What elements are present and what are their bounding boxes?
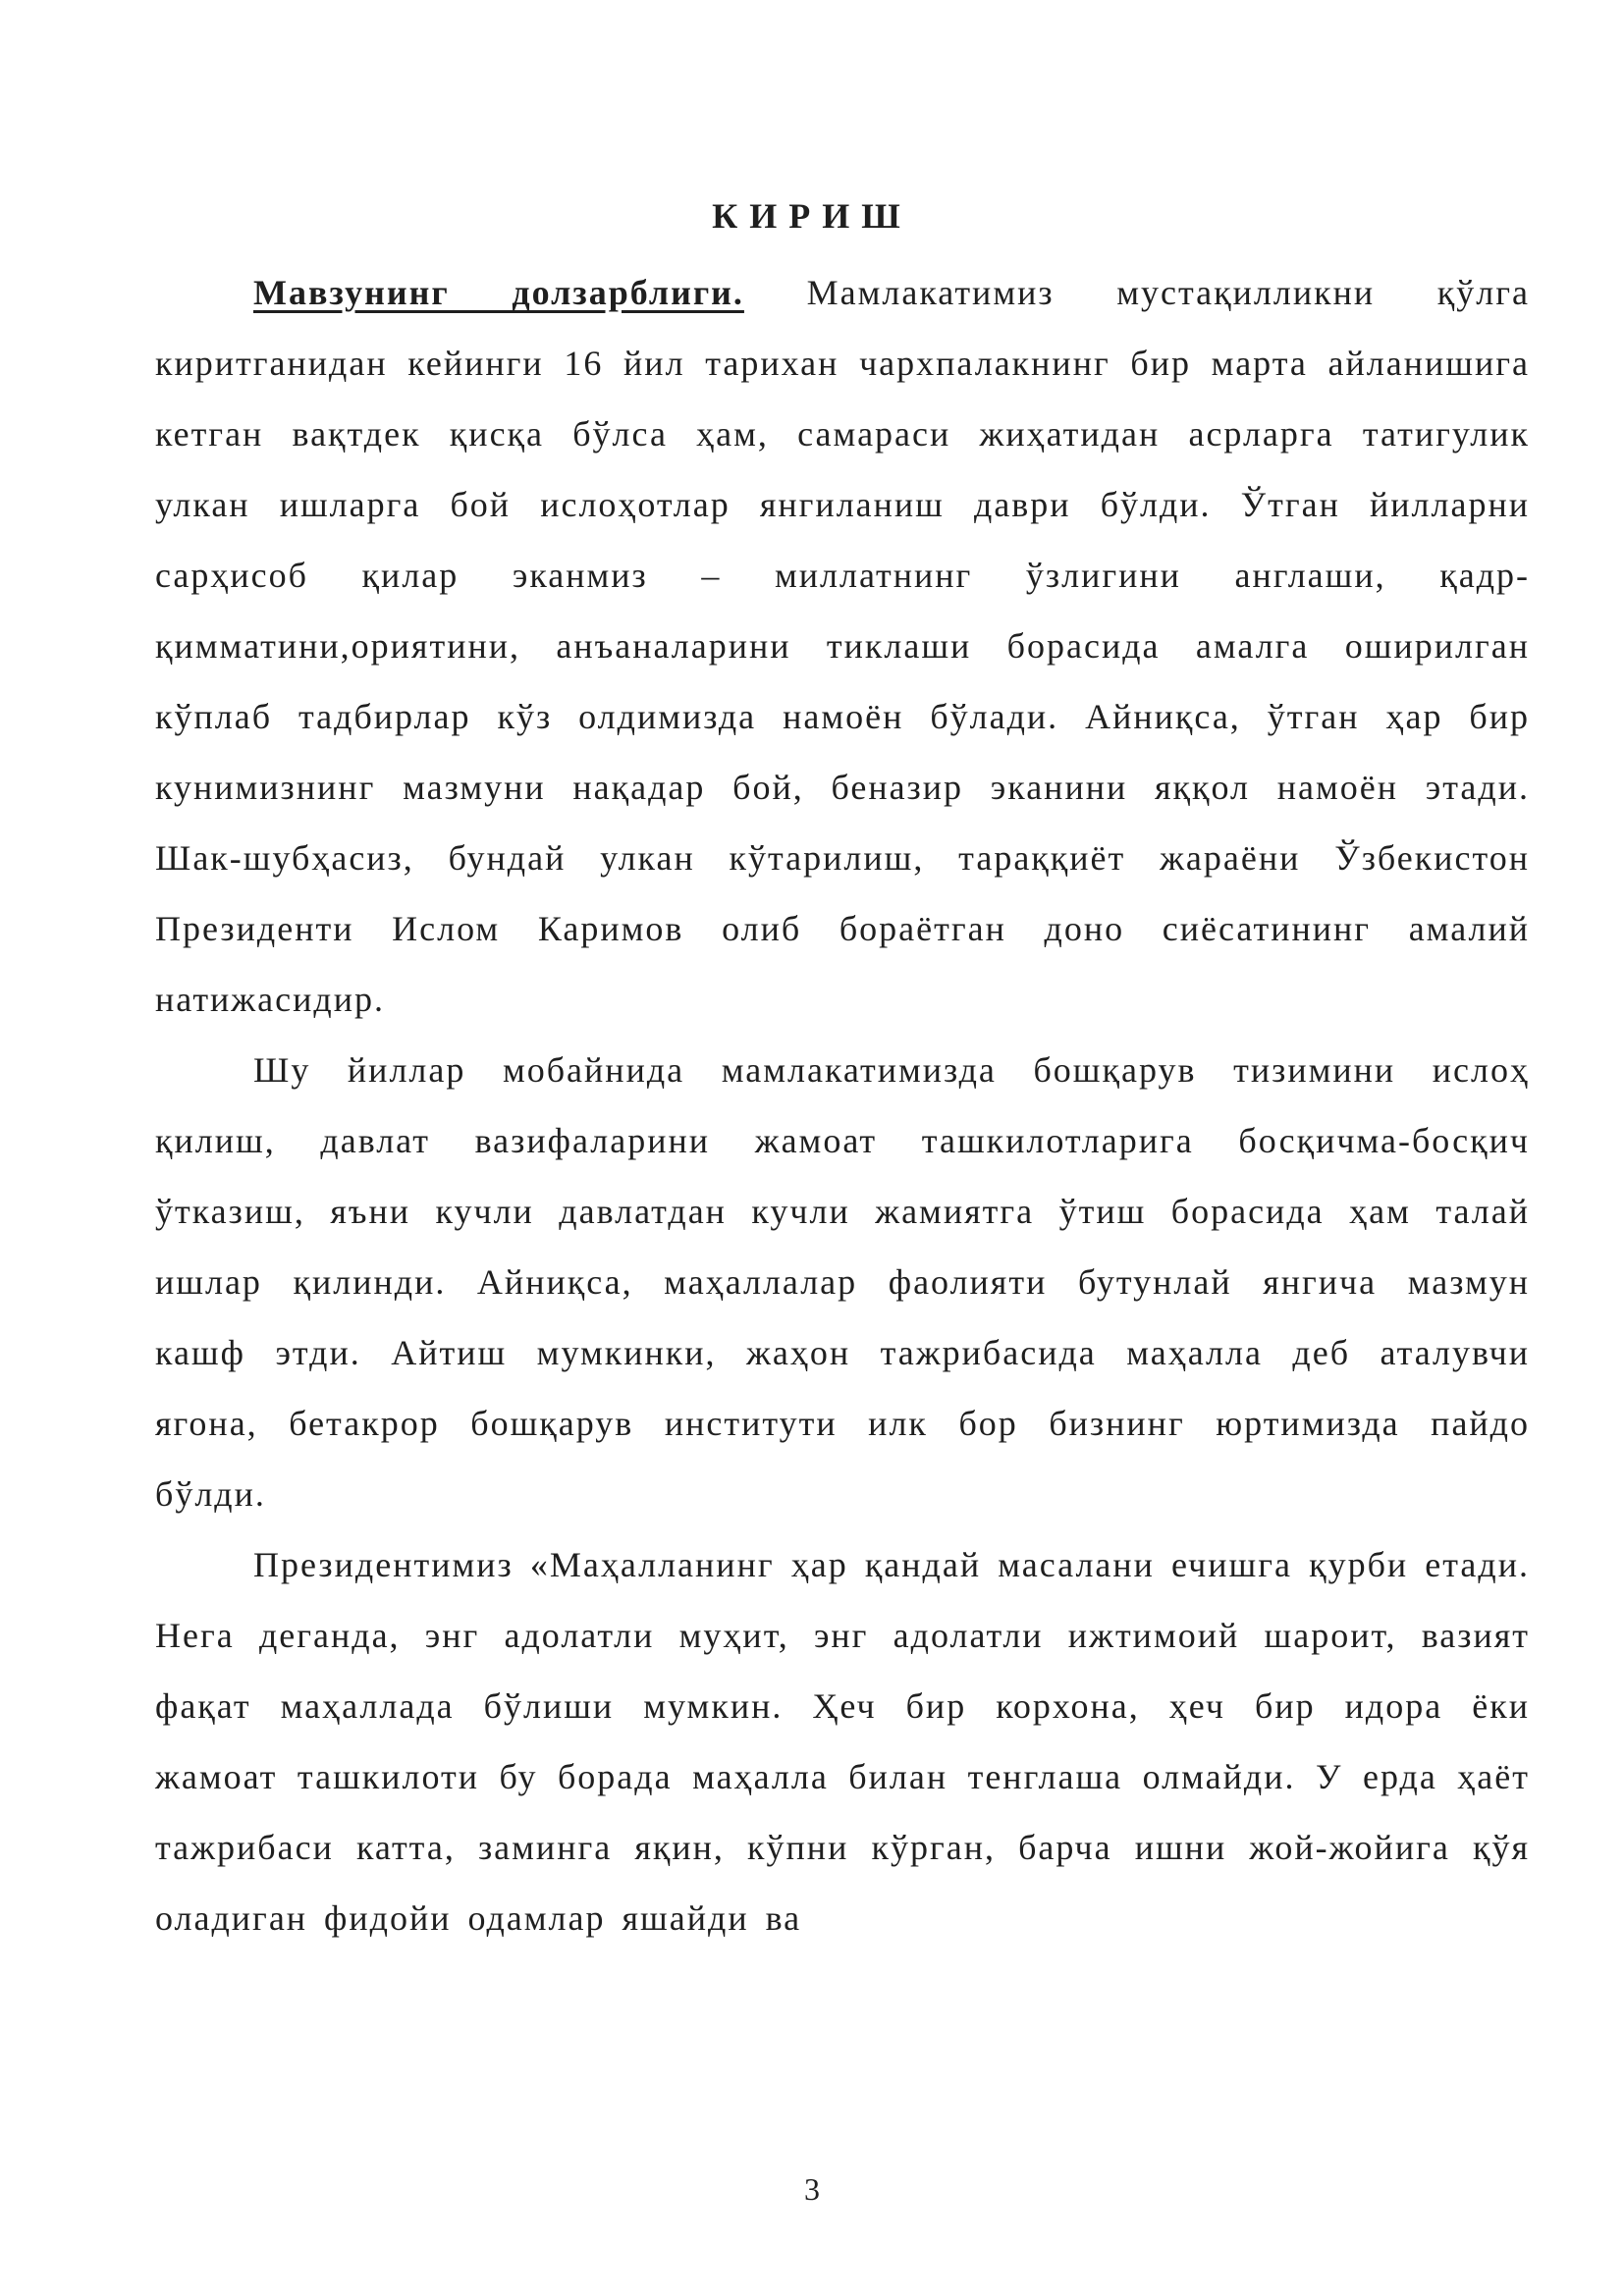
paragraph-governance	[155, 1035, 1530, 1529]
paragraph-lead-heading: Мавзунинг долзарблиги.	[253, 273, 744, 312]
paragraph-relevance	[155, 257, 1530, 1035]
body-text	[155, 257, 1530, 1953]
paragraph-text: Мамлакатимиз мустақилликни қўлга киритганидан кейинги 16 йил тарихан чархпалакнинг бир марта айланишига кетган вақтдек қисқа бўлса ҳам, самараси жиҳатидан асрларга татигулик улкан ишларга бой ислоҳотлар янгиланиш даври бўлди. Ўтган йилларни сарҳисоб қилар эканмиз – миллатнинг ўзлигини англаши, қадр-қимматини,ориятини, анъаналарини тиклаши борасида амалга оширилган кўплаб тадбирлар кўз олдимизда намоён бўлади. Айниқса, ўтган ҳар бир кунимизнинг мазмуни нақадар бой, беназир эканини яққол намоён этади. Шак-шубҳасиз, бундай улкан кўтарилиш, тараққиёт жараёни Ўзбекистон Президенти Ислом Каримов олиб бораётган доно сиёсатининг амалий натижасидир.	[155, 273, 1530, 1019]
page-number: 3	[804, 2171, 820, 2207]
section-title: КИРИШ	[712, 196, 912, 236]
paragraph-text: Шу йиллар мобайнида мамлакатимизда бошқарув тизимини ислоҳ қилиш, давлат вазифаларини жамоат ташкилотларига босқичма-босқич ўтказиш, яъни кучли давлатдан кучли жамиятга ўтиш борасида ҳам талай ишлар қилинди. Айниқса, маҳаллалар фаолияти бутунлай янгича мазмун кашф этди. Айтиш мумкинки, жаҳон тажрибасида маҳалла деб аталувчи ягона, бетакрор бошқарув институти илк бор бизнинг юртимизда пайдо бўлди.	[155, 1050, 1530, 1514]
paragraph-text: Президентимиз «Маҳалланинг ҳар қандай масалани ечишга қурби етади. Нега деганда, энг адолатли муҳит, энг адолатли ижтимоий шароит, вазият фақат маҳаллада бўлиши мумкин. Ҳеч бир корхона, ҳеч бир идора ёки жамоат ташкилоти бу борада маҳалла билан тенглаша олмайди. У ерда ҳаёт тажрибаси катта, заминга яқин, кўпни кўрган, барча ишни жой-жойига қўя оладиган фидойи одамлар яшайди ва	[155, 1545, 1530, 1938]
paragraph-president-quote	[155, 1529, 1530, 1953]
